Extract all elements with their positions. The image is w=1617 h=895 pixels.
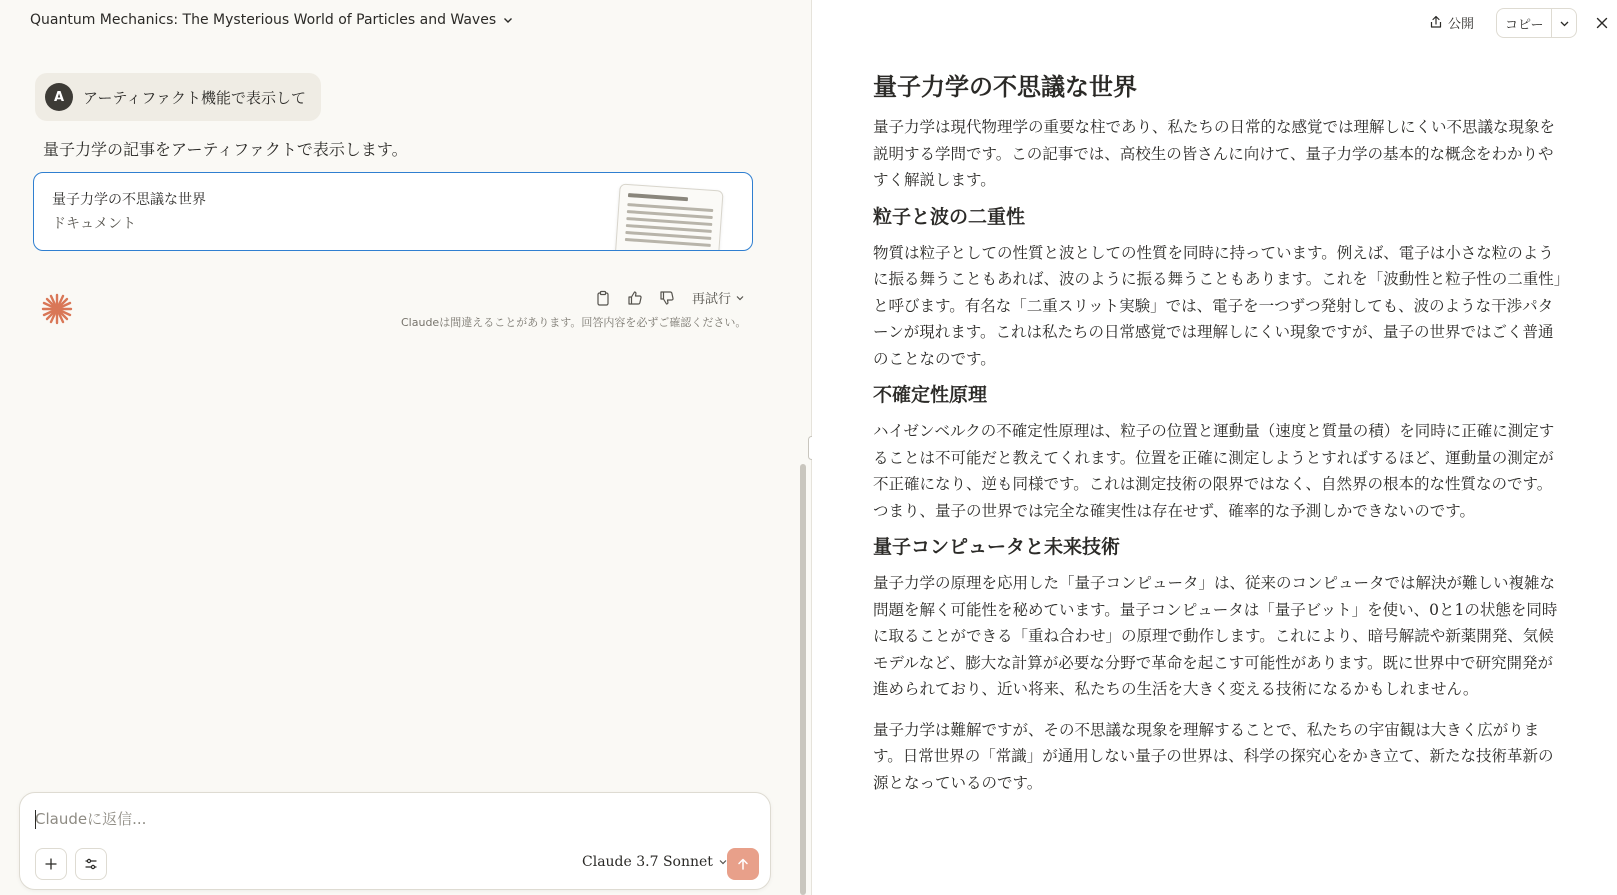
publish-button[interactable]: [1429, 10, 1474, 34]
artifact-card[interactable]: [33, 172, 753, 251]
thumbs-down-icon[interactable]: [658, 289, 676, 307]
section-heading: 不確定性原理: [873, 384, 988, 406]
text-caret: [35, 810, 36, 829]
chevron-down-icon: [502, 14, 514, 26]
claude-logo-icon: [40, 292, 74, 326]
assistant-intro-text: 量子力学の記事をアーティファクトで表示します。: [43, 140, 408, 159]
section-heading: 粒子と波の二重性: [873, 205, 1026, 228]
artifact-card-title: 量子力学の不思議な世界: [52, 192, 206, 208]
artifact-thumbnail: [614, 183, 723, 251]
artifact-document: [873, 70, 1563, 804]
disclaimer-text: Claudeは間違えることがあります。回答内容を必ずご確認ください。: [401, 316, 747, 329]
composer: [19, 792, 771, 890]
model-name: Claude 3.7 Sonnet: [582, 854, 713, 870]
artifact-panel: [812, 0, 1617, 895]
artifact-toolbar: [812, 8, 1617, 36]
add-attachment-button[interactable]: [35, 848, 67, 880]
user-message-text: アーティファクト機能で表示して: [83, 88, 307, 107]
copy-options-button[interactable]: [1552, 9, 1576, 37]
section-body: ハイゼンベルクの不確定性原理は、粒子の位置と運動量（速度と質量の積）を同時に正確に測定することは不可能だと教えてくれます。位置を正確に測定しようとすればするほど、運動量の測定が不正確になり、逆も同様です。これは測定技術の限界ではなく、自然界の根本的な性質なのです。つまり、量子の世界では完全な確実性は存在せず、確率的な予測しかできないのです。: [873, 422, 1555, 520]
conversation-title-menu[interactable]: [30, 9, 514, 31]
section-heading: 量子コンピュータと未来技術: [873, 536, 1121, 558]
model-selector[interactable]: [582, 854, 728, 870]
copy-button-group: [1496, 8, 1577, 38]
tools-button[interactable]: [75, 848, 107, 880]
send-button[interactable]: [727, 848, 759, 880]
reply-input[interactable]: [35, 807, 735, 831]
clipboard-icon[interactable]: [594, 289, 612, 307]
publish-label: 公開: [1448, 16, 1475, 32]
section-body: 物質は粒子としての性質と波としての性質を同時に持っています。例えば、電子は小さな粒のように振る舞うこともあれば、波のように振る舞うこともあります。これを「波動性と粒子性の二重性」と呼びます。有名な「二重スリット実験」では、電子を一つずつ発射しても、波のような干渉パターンが現れます。これは私たちの日常感覚では理解しにくい現象ですが、量子の世界ではごく普通のことなのです。: [873, 243, 1562, 368]
artifact-card-type: ドキュメント: [52, 216, 136, 232]
plus-icon: [44, 857, 58, 871]
avatar: A: [45, 83, 73, 111]
message-actions: [594, 288, 745, 307]
retry-button[interactable]: [692, 288, 745, 307]
user-message: [35, 73, 321, 121]
share-icon: [1429, 15, 1443, 29]
document-title: 量子力学の不思議な世界: [873, 72, 1137, 101]
sliders-icon: [84, 857, 98, 871]
section-body: 量子力学の原理を応用した「量子コンピュータ」は、従来のコンピュータでは解決が難しい複雑な問題を解く可能性を秘めています。量子コンピュータは「量子ビット」を使い、0と1の状態を同時に取ることができる「重ね合わせ」の原理で動作します。これにより、暗号解読や新薬開発、気候モデルなど、膨大な計算が必要な分野で革命を起こす可能性があります。既に世界中で研究開発が進められており、近い将来、私たちの生活を大きく変える技術になるかもしれません。: [873, 574, 1558, 698]
chat-scrollbar[interactable]: [800, 464, 806, 895]
document-conclusion: 量子力学は難解ですが、その不思議な現象を理解することで、私たちの宇宙観は大きく広がります。日常世界の「常識」が通用しない量子の世界は、科学の探究心をかき立て、新たな技術革新の源となっているのです。: [873, 720, 1554, 792]
chevron-down-icon: [1559, 18, 1570, 29]
arrow-up-icon: [736, 857, 750, 871]
copy-button[interactable]: コピー: [1497, 9, 1552, 37]
thumbs-up-icon[interactable]: [626, 289, 644, 307]
conversation-title: Quantum Mechanics: The Mysterious World of Particles and Waves: [30, 12, 497, 28]
close-icon: [1595, 16, 1609, 30]
document-intro: 量子力学は現代物理学の重要な柱であり、私たちの日常的な感覚では理解しにくい不思議な現象を説明する学問です。この記事では、高校生の皆さんに向けて、量子力学の基本的な概念をわかりやすく解説します。: [873, 118, 1556, 189]
close-panel-button[interactable]: [1591, 12, 1613, 34]
chevron-down-icon: [735, 293, 745, 303]
retry-label: 再試行: [692, 292, 732, 307]
